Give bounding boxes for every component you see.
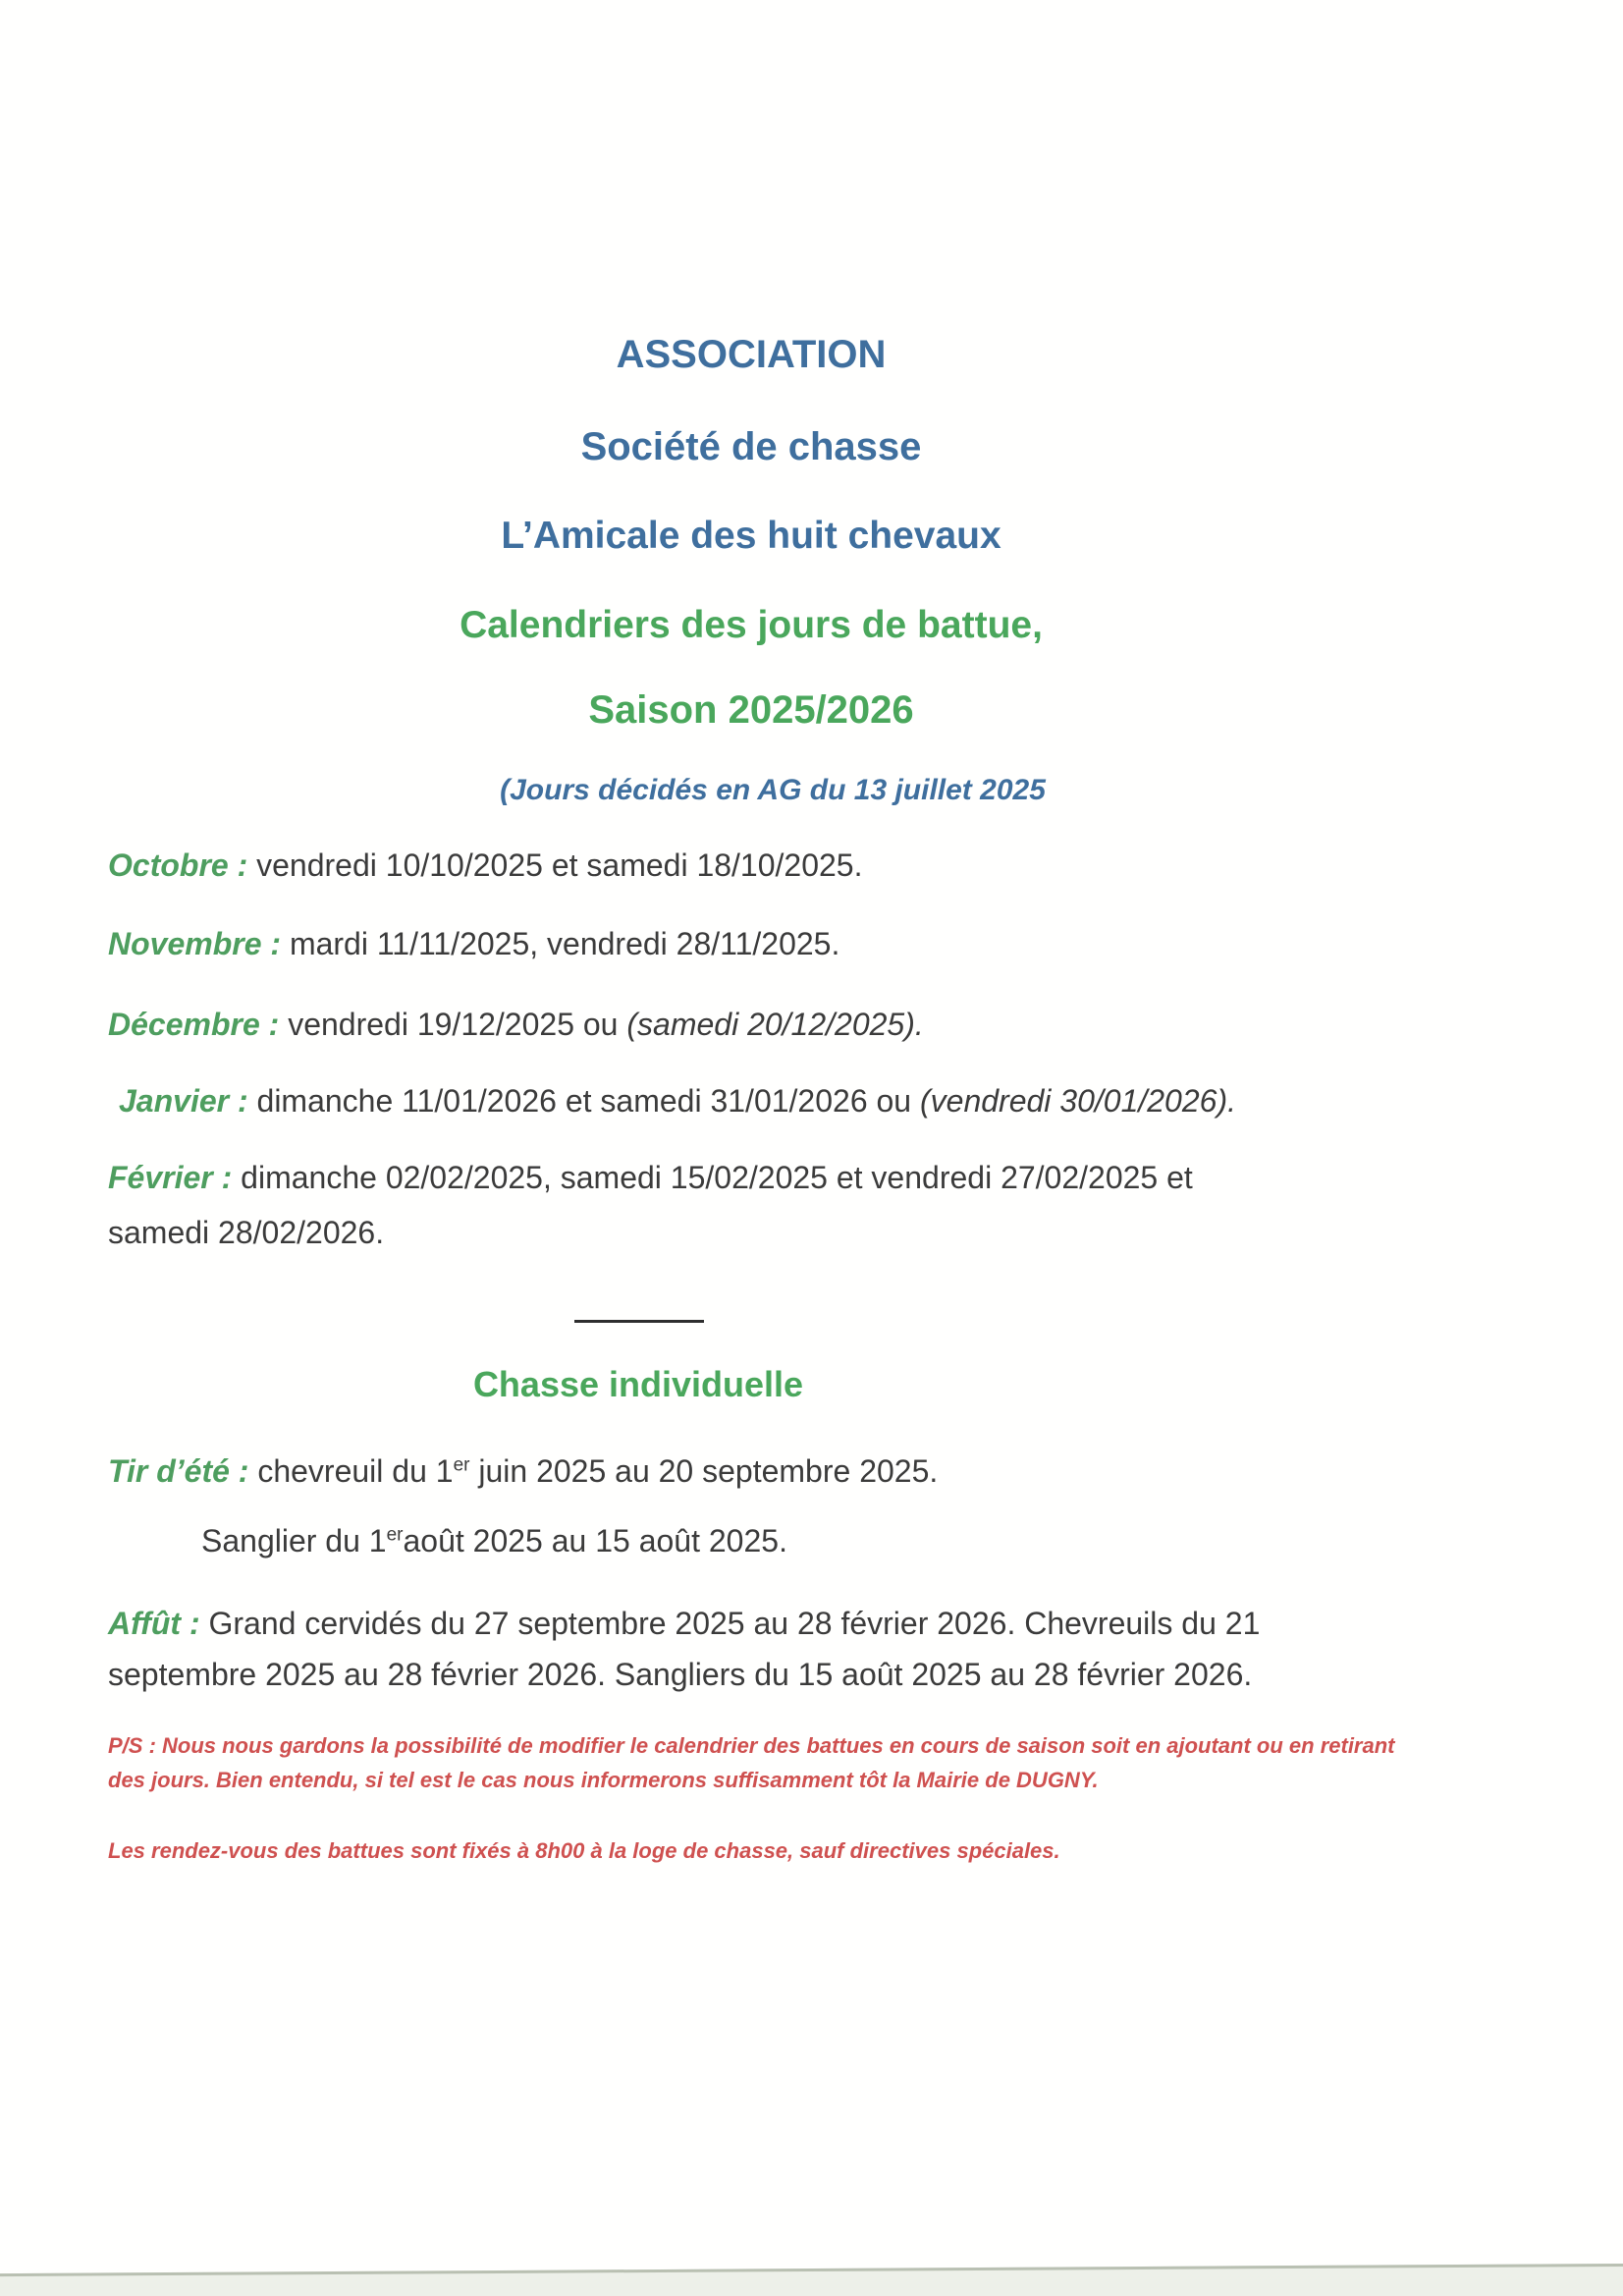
battue-line-janvier [119, 1081, 1513, 1122]
sanglier-text-post: août 2025 au 15 août 2025. [403, 1523, 787, 1558]
affut-label: Affût : [108, 1606, 200, 1641]
tir-ete-label: Tir d’été : [108, 1453, 249, 1489]
title-calendriers: Calendriers des jours de battue, [460, 604, 1043, 646]
section-divider [574, 1320, 704, 1323]
sanglier-text-pre: Sanglier du 1 [201, 1523, 387, 1558]
affut-text-2: septembre 2025 au 28 février 2026. Sangliers du 15 août 2025 au 28 février 2026. [108, 1657, 1253, 1692]
battue-dates-octobre: vendredi 10/10/2025 et samedi 18/10/2025. [247, 847, 863, 883]
battue-line-octobre [108, 846, 1502, 887]
sanglier-line [201, 1521, 1596, 1562]
battue-line-fevrier [108, 1158, 1502, 1199]
subtitle-jours-decides: (Jours décidés en AG du 13 juillet 2025 [500, 774, 1046, 806]
battue-dates-novembre: mardi 11/11/2025, vendredi 28/11/2025. [281, 926, 840, 961]
title-societe-de-chasse: Société de chasse [580, 425, 922, 468]
battue-alt-janvier: (vendredi 30/01/2026). [919, 1083, 1236, 1119]
month-label-decembre: Décembre : [108, 1007, 280, 1042]
month-label-janvier: Janvier : [119, 1083, 248, 1119]
battue-dates-janvier: dimanche 11/01/2026 et samedi 31/01/2026 ou [247, 1083, 920, 1119]
title-amicale: L’Amicale des huit chevaux [501, 515, 1001, 557]
battue-alt-decembre: (samedi 20/12/2025). [626, 1007, 924, 1042]
tir-ete-text-post: juin 2025 au 20 septembre 2025. [469, 1453, 939, 1489]
scan-edge-artifact [0, 2264, 1623, 2296]
month-label-novembre: Novembre : [108, 926, 282, 961]
month-label-fevrier: Février : [108, 1160, 233, 1195]
month-label-octobre: Octobre : [108, 847, 248, 883]
tir-ete-line [108, 1451, 1502, 1493]
ps-note-line-1: P/S : Nous nous gardons la possibilité de modifier le calendrier des battues en cours de saison soit en ajoutant ou en retirant [108, 1733, 1395, 1758]
affut-line-1 [108, 1604, 1502, 1645]
battue-dates-fevrier: dimanche 02/02/2025, samedi 15/02/2025 et vendredi 27/02/2025 et [232, 1160, 1193, 1195]
ps-note-line-2: des jours. Bien entendu, si tel est le cas nous informerons suffisamment tôt la Mairie de DUGNY. [108, 1768, 1099, 1792]
affut-line-2 [108, 1655, 1502, 1696]
heading-chasse-individuelle: Chasse individuelle [472, 1364, 804, 1404]
battue-line-fevrier-2 [108, 1213, 1502, 1254]
affut-text-1: Grand cervidés du 27 septembre 2025 au 28 février 2026. Chevreuils du 21 [199, 1606, 1261, 1641]
title-saison: Saison 2025/2026 [588, 688, 914, 732]
battue-dates-decembre: vendredi 19/12/2025 ou [279, 1007, 627, 1042]
battue-line-decembre [108, 1005, 1502, 1046]
tir-ete-ordinal: er [453, 1454, 470, 1476]
rdv-note-line: Les rendez-vous des battues sont fixés à 8h00 à la loge de chasse, sauf directives spéciales. [108, 1838, 1060, 1863]
sanglier-ordinal: er [386, 1524, 404, 1546]
battue-dates-fevrier-wrap: samedi 28/02/2026. [108, 1215, 385, 1250]
title-association: ASSOCIATION [616, 333, 887, 376]
battue-line-novembre [108, 924, 1502, 965]
tir-ete-text-pre: chevreuil du 1 [248, 1453, 454, 1489]
